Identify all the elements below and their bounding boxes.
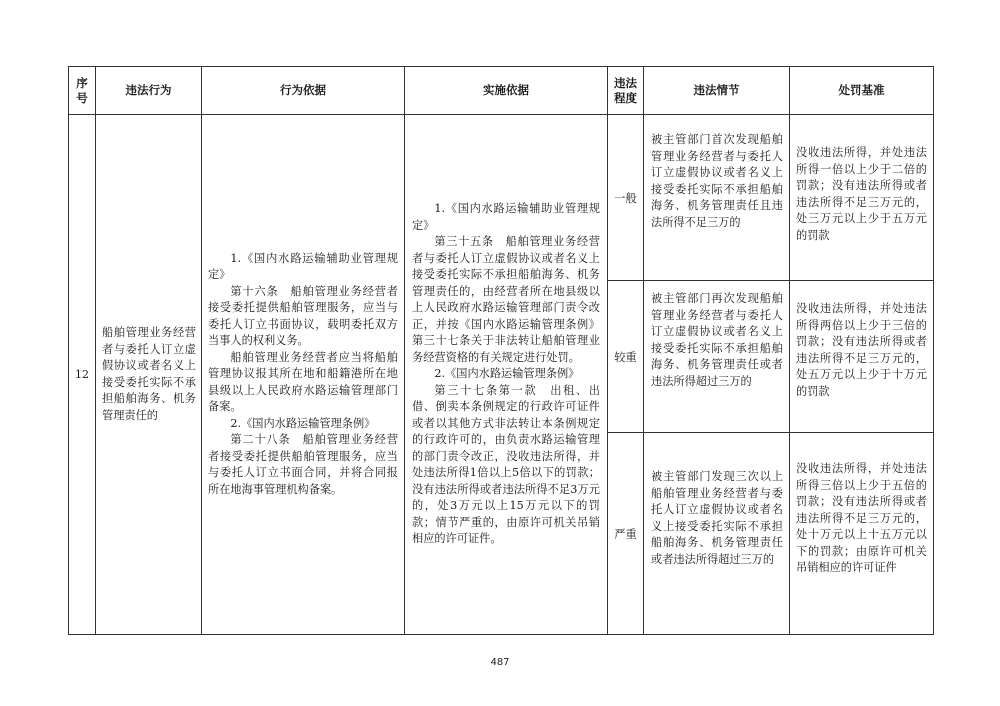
violation-act: 船舶管理业务经营者与委托人订立虚假协议或者名义上接受委托实际不承担船舶海务、机务管理责任的 [96, 115, 202, 635]
header-degree-label: 违法程度 [614, 75, 637, 105]
situation-general: 被主管部门首次发现船舶管理业务经营者与委托人订立虚假协议或者名义上接受委托实际不承担船舶海务、机务管理责任且违法所得不足三万的 [644, 115, 790, 281]
header-row [69, 67, 934, 115]
penalty-table [68, 66, 934, 635]
penalty-severe: 没收违法所得，并处违法所得三倍以上少于五倍的罚款；没有违法所得或者违法所得不足三万元的，处十万元以上十五万元以下的罚款；由原许可机关吊销相应的许可证件 [790, 433, 934, 635]
penalty-serious: 没收违法所得，并处违法所得两倍以上少于三倍的罚款；没有违法所得或者违法所得不足三万元的，处五万元以上少于十万元的罚款 [790, 281, 934, 433]
basis-law-1: 1.《国内水路运输辅助业管理规定》 [208, 251, 398, 282]
impl-law-1: 1.《国内水路运输辅助业管理规定》 [412, 202, 600, 232]
row-seq: 12 [69, 115, 96, 635]
impl-law-2: 2.《国内水路运输管理条例》 [434, 367, 580, 381]
header-penalty: 处罚基准 [790, 67, 934, 115]
behavior-basis [202, 115, 405, 635]
header-seq [69, 67, 96, 115]
impl-article-37: 第三十七条第一款 出租、出借、倒卖本条例规定的行政许可证件或者以其他方式非法转让本条例规定的行政许可的，由负责水路运输管理的部门责令改正，没收违法所得，并处违法所得1倍以上5倍以下的罚款；没有违法所得或者违法所得不足3万元的，处3万元以上15万元以下的罚款；情节严重的，由原许可机关吊销相应的许可证件。 [412, 383, 600, 546]
header-degree [608, 67, 644, 115]
basis-article-16: 第十六条 船舶管理业务经营者接受委托提供船舶管理服务，应当与委托人订立书面协议，载明委托双方当事人的权利义务。 [208, 284, 398, 348]
header-impl: 实施依据 [405, 67, 608, 115]
penalty-general: 没收违法所得，并处违法所得一倍以上少于二倍的罚款；没有违法所得或者违法所得不足三万元的，处三万元以上少于五万元的罚款 [790, 115, 934, 281]
header-seq-label: 序号 [76, 75, 88, 105]
basis-law-2: 2.《国内水路运输管理条例》 [230, 416, 376, 430]
situation-serious: 被主管部门再次发现船舶管理业务经营者与委托人订立虚假协议或者名义上接受委托实际不承担船舶海务、机务管理责任或者违法所得超过三万的 [644, 281, 790, 433]
basis-article-28: 第二十八条 船舶管理业务经营者接受委托提供船舶管理服务，应当与委托人订立书面合同，并将合同报所在地海事管理机构备案。 [208, 433, 398, 496]
header-situation: 违法情节 [644, 67, 790, 115]
implementation-basis [405, 115, 608, 635]
header-act: 违法行为 [96, 67, 202, 115]
degree-general: 一般 [608, 115, 644, 281]
table-row [69, 115, 934, 281]
situation-severe: 被主管部门发现三次以上船舶管理业务经营者与委托人订立虚假协议或者名义上接受委托实际不承担船舶海务、机务管理责任或者违法所得超过三万的 [644, 433, 790, 635]
degree-serious: 较重 [608, 281, 644, 433]
impl-article-35: 第三十五条 船舶管理业务经营者与委托人订立虚假协议或者名义上接受委托实际不承担船舶海务、机务管理责任的，由经营者所在地县级以上人民政府水路运输管理部门责令改正，并按《国内水路运输管理条例》第三十七条关于非法转让船舶管理业务经营资格的有关规定进行处罚。 [412, 235, 600, 364]
degree-severe: 严重 [608, 433, 644, 635]
basis-filing-clause: 船舶管理业务经营者应当将船舶管理协议报其所在地和船籍港所在地县级以上人民政府水路运输管理部门备案。 [208, 350, 398, 414]
header-basis: 行为依据 [202, 67, 405, 115]
page-number: 487 [490, 657, 510, 668]
